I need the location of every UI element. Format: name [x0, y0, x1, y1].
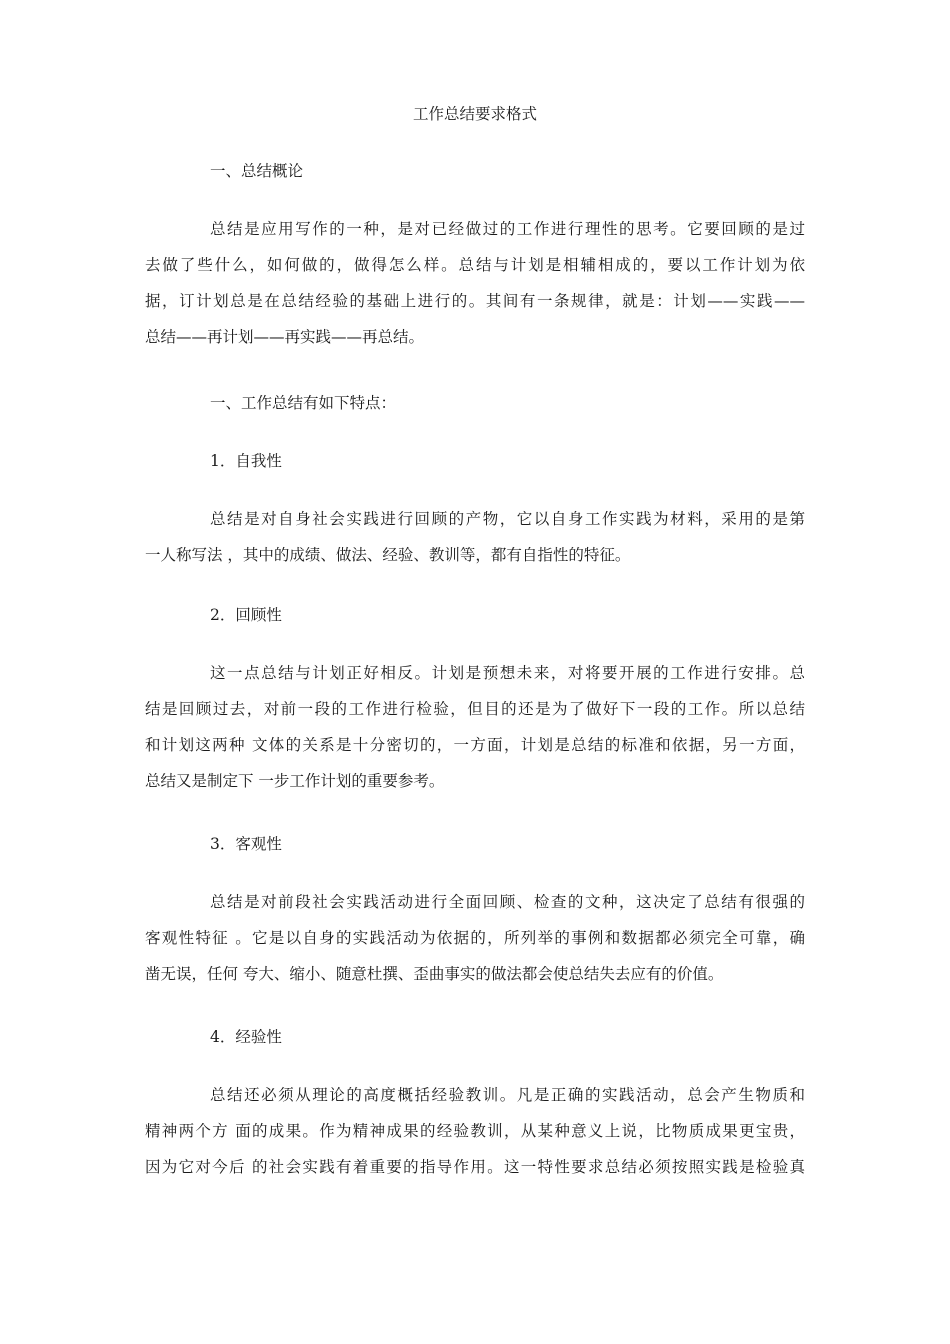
text-line: 因为它对今后 的社会实践有着重要的指导作用。这一特性要求总结必须按照实践是检验真: [145, 1158, 805, 1176]
text-line: 一人称写法 ，其中的成绩、做法、经验、教训等，都有自指性的特征。: [145, 546, 631, 564]
text-line: 这一点总结与计划正好相反。计划是预想未来，对将要开展的工作进行安排。总: [210, 664, 805, 682]
section-heading-overview: 一、总结概论: [210, 162, 304, 180]
text-line: 去做了些什么，如何做的，做得怎么样。总结与计划是相辅相成的，要以工作计划为依: [145, 256, 805, 274]
paragraph-objective: [145, 884, 805, 992]
paragraph-self: [145, 501, 805, 573]
section-heading-features: 一、工作总结有如下特点：: [210, 394, 397, 412]
subheading-review: 2．回顾性: [210, 606, 282, 624]
text-line: 总结又是制定下 一步工作计划的重要参考。: [145, 772, 445, 790]
text-line: 总结——再计划——再实践——再总结。: [145, 328, 425, 346]
subheading-objective: 3．客观性: [210, 835, 282, 853]
subheading-experience: 4．经验性: [210, 1028, 282, 1046]
paragraph-experience: [145, 1077, 805, 1185]
text-line: 据，订计划总是在总结经验的基础上进行的。其间有一条规律，就是：计划——实践——: [145, 292, 805, 310]
subheading-self: 1．自我性: [210, 452, 282, 470]
text-line: 凿无误，任何 夸大、缩小、随意杜撰、歪曲事实的做法都会使总结失去应有的价值。: [145, 965, 724, 983]
text-line: 总结是对前段社会实践活动进行全面回顾、检查的文种，这决定了总结有很强的: [210, 893, 805, 911]
paragraph-overview: [145, 211, 805, 355]
text-line: 总结还必须从理论的高度概括经验教训。凡是正确的实践活动，总会产生物质和: [210, 1086, 805, 1104]
paragraph-review: [145, 655, 805, 799]
text-line: 总结是应用写作的一种，是对已经做过的工作进行理性的思考。它要回顾的是过: [210, 220, 805, 238]
text-line: 结是回顾过去，对前一段的工作进行检验，但目的还是为了做好下一段的工作。所以总结: [145, 700, 805, 718]
text-line: 和计划这两种 文体的关系是十分密切的，一方面，计划是总结的标准和依据，另一方面，: [145, 736, 805, 754]
text-line: 精神两个方 面的成果。作为精神成果的经验教训，从某种意义上说，比物质成果更宝贵，: [145, 1122, 805, 1140]
text-line: 总结是对自身社会实践进行回顾的产物，它以自身工作实践为材料，采用的是第: [210, 510, 805, 528]
document-title: 工作总结要求格式: [412, 105, 537, 123]
text-line: 客观性特征 。它是以自身的实践活动为依据的，所列举的事例和数据都必须完全可靠，确: [145, 929, 805, 947]
